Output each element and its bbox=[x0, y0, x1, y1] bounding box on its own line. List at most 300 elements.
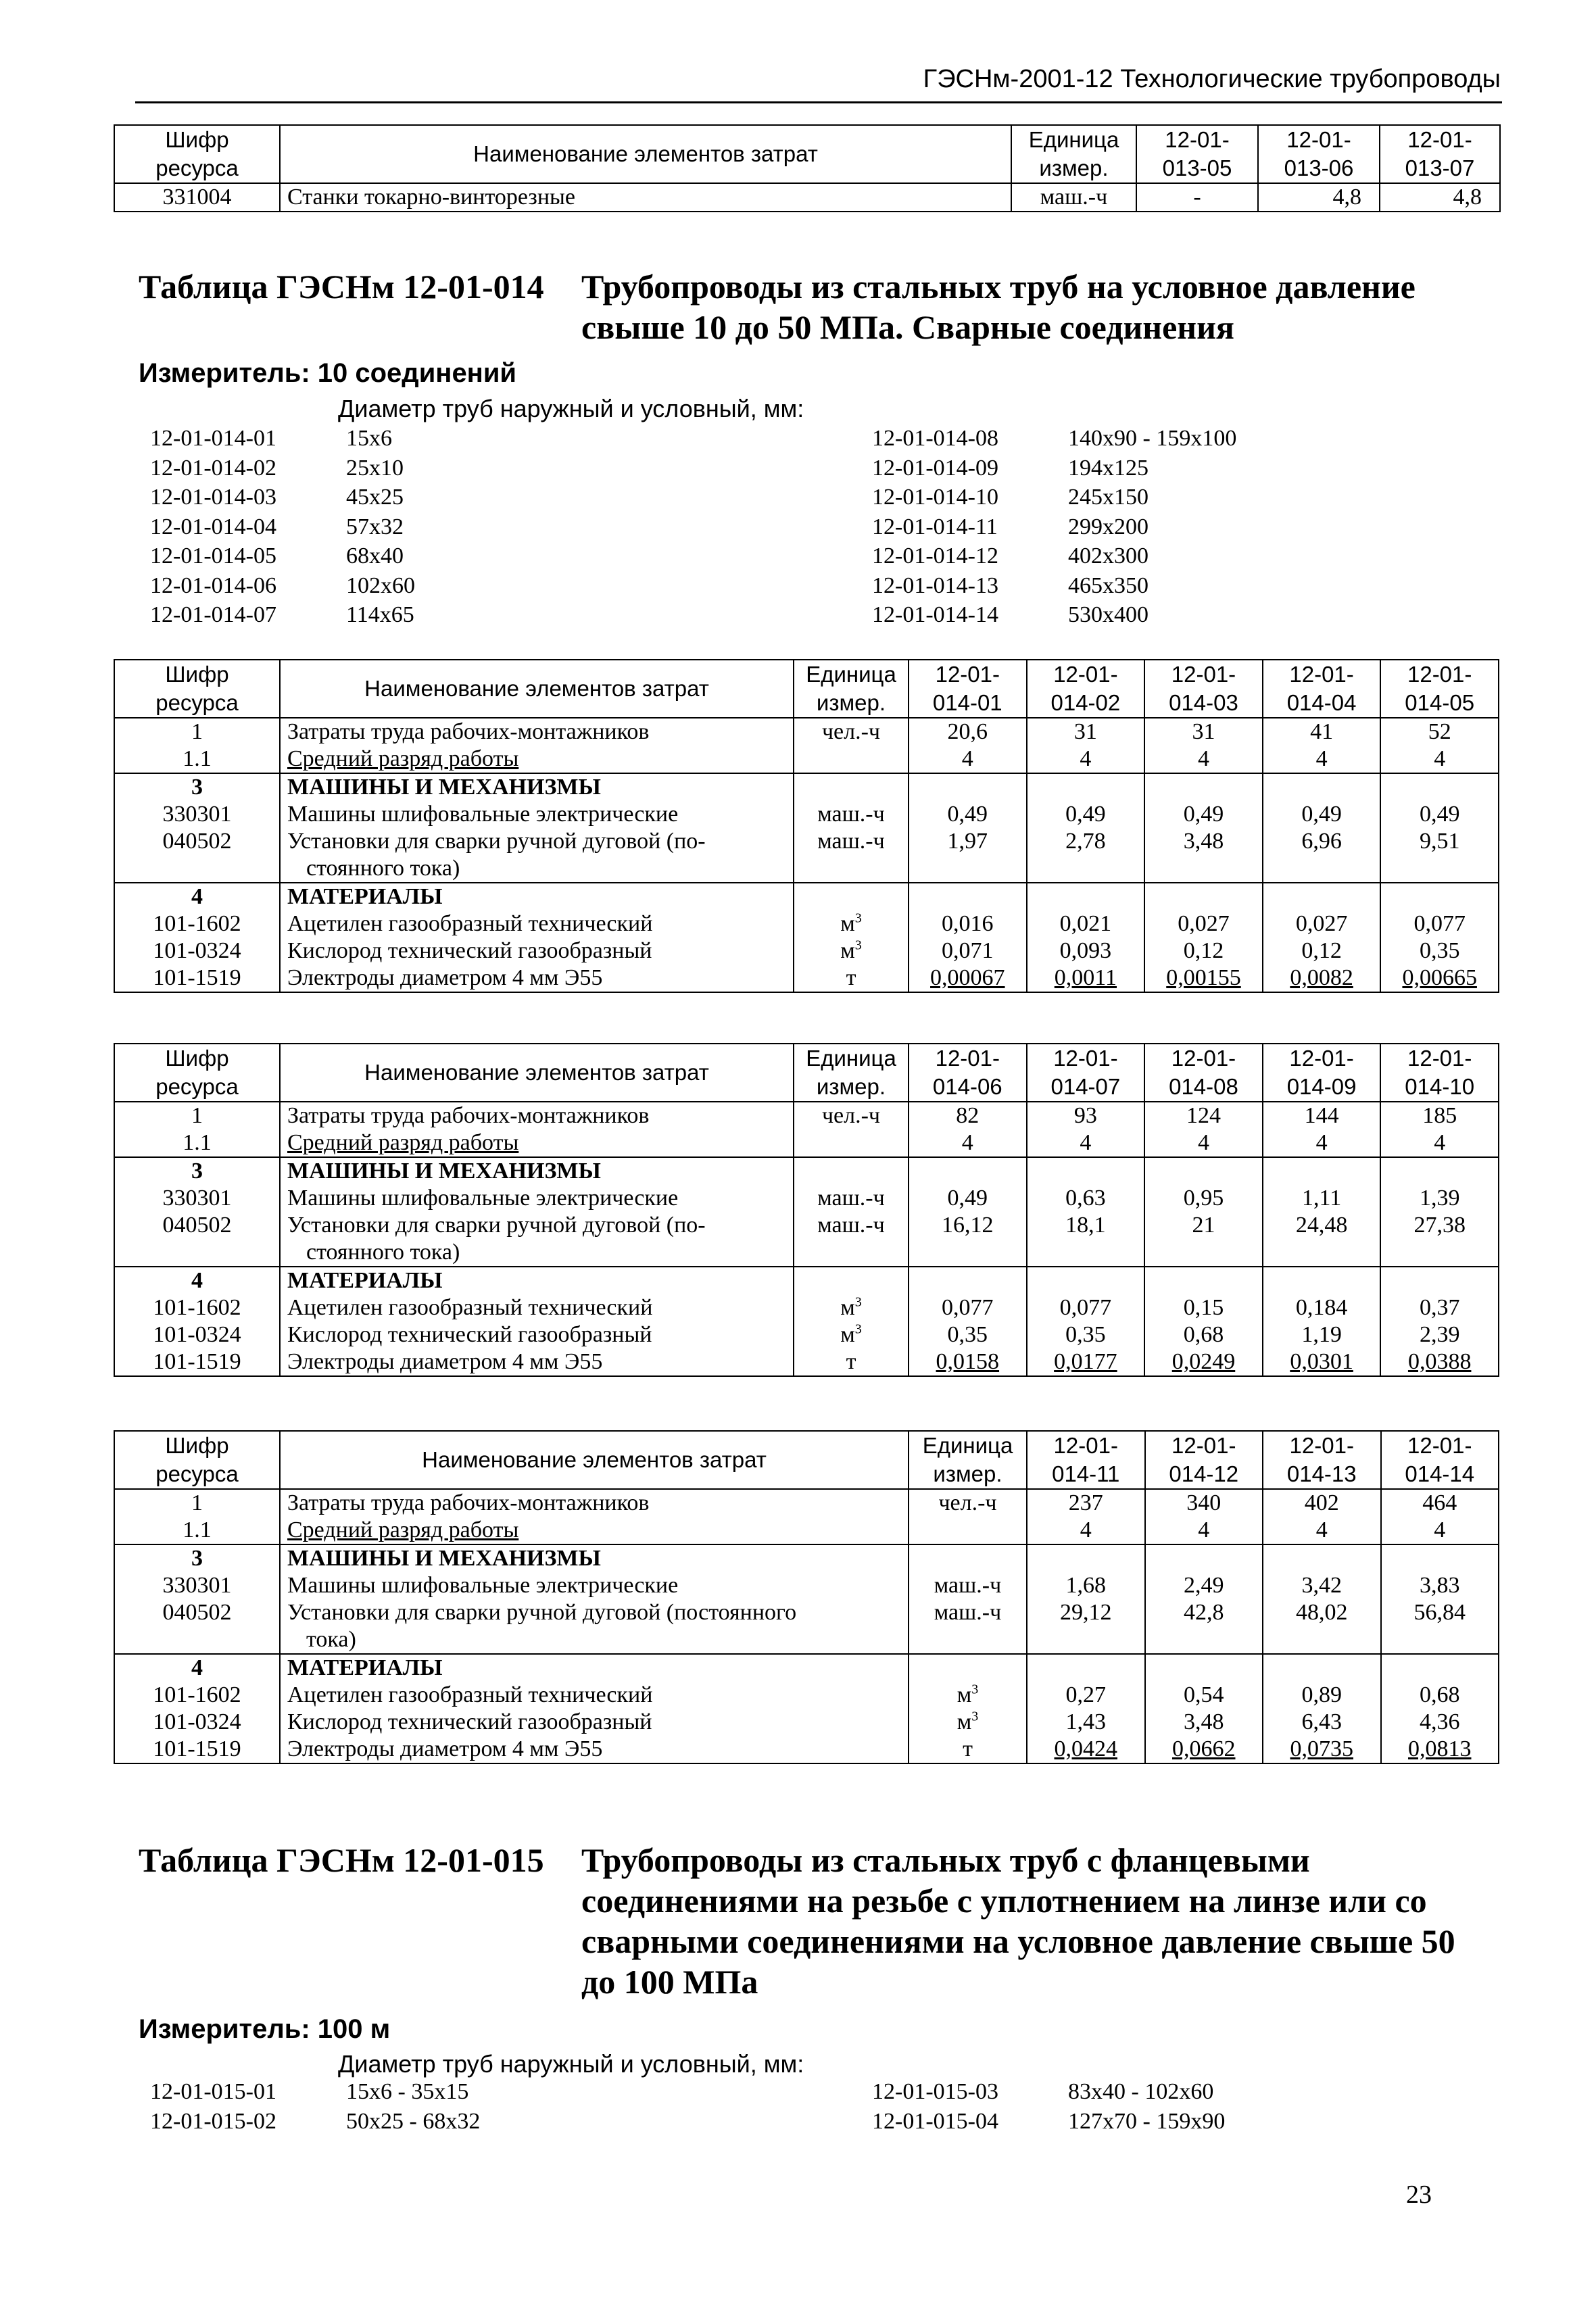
row-code: 330301 bbox=[114, 1185, 280, 1212]
row-value: 402 bbox=[1263, 1489, 1381, 1517]
row-value: 1,39 bbox=[1380, 1185, 1499, 1212]
row-value: 0,027 bbox=[1263, 910, 1381, 937]
row-value: 21 bbox=[1144, 1212, 1263, 1267]
row-code: 101-1602 bbox=[114, 910, 280, 937]
row-name: МАШИНЫ И МЕХАНИЗМЫ bbox=[280, 1157, 794, 1185]
list-item bbox=[150, 571, 415, 601]
row-value: 48,02 bbox=[1263, 1599, 1381, 1654]
item-code: 12-01-014-05 bbox=[150, 543, 276, 568]
row-name: Электроды диаметром 4 мм Э55 bbox=[280, 1348, 794, 1376]
header-col bbox=[1027, 660, 1145, 718]
unit-m: м bbox=[840, 938, 855, 963]
header-col-line: 014-06 bbox=[932, 1074, 1002, 1099]
row-value: 82 bbox=[909, 1102, 1027, 1129]
table-row bbox=[114, 1102, 1499, 1129]
header-unit: Единица измер. bbox=[1011, 125, 1136, 183]
table-row bbox=[114, 965, 1499, 992]
empty-cell bbox=[1027, 1157, 1145, 1185]
header-col bbox=[1263, 1431, 1381, 1489]
table-row bbox=[114, 1129, 1499, 1157]
row-value: 4 bbox=[1027, 746, 1145, 773]
row-name-line: тока) bbox=[306, 1627, 356, 1652]
header-col-line: 12-01- bbox=[1289, 662, 1354, 687]
item-code: 12-01-015-01 bbox=[150, 2079, 276, 2104]
table-row bbox=[114, 883, 1499, 910]
row-name: Машины шлифовальные электрические bbox=[280, 1572, 909, 1599]
header-col-line: 014-09 bbox=[1286, 1074, 1357, 1099]
row-unit bbox=[794, 1321, 909, 1348]
row-value: 4 bbox=[1145, 1517, 1263, 1544]
unit-m: м bbox=[840, 911, 855, 936]
table-row bbox=[114, 1736, 1499, 1763]
header-col-line: 014-05 bbox=[1405, 690, 1475, 715]
row-value: 185 bbox=[1380, 1102, 1499, 1129]
header-col-line: 12-01- bbox=[1407, 662, 1472, 687]
header-col bbox=[1145, 1431, 1263, 1489]
list-item bbox=[150, 2107, 480, 2137]
row-value: 0,0301 bbox=[1263, 1348, 1381, 1376]
header-col: 12-01-013-06 bbox=[1258, 125, 1380, 183]
row-value: 0,35 bbox=[909, 1321, 1027, 1348]
row-code: 101-1519 bbox=[114, 1348, 280, 1376]
item-code: 12-01-015-03 bbox=[872, 2079, 998, 2104]
row-value: 93 bbox=[1027, 1102, 1145, 1129]
table-014-left-list bbox=[150, 424, 415, 630]
list-item bbox=[872, 512, 1236, 542]
row-value: 4,36 bbox=[1381, 1709, 1499, 1736]
table-row bbox=[114, 1654, 1499, 1682]
item-size: 245х150 bbox=[1068, 485, 1148, 510]
row-code: 101-0324 bbox=[114, 1709, 280, 1736]
row-name: Машины шлифовальные электрические bbox=[280, 1185, 794, 1212]
row-value: 340 bbox=[1145, 1489, 1263, 1517]
row-code: 4 bbox=[114, 1267, 280, 1294]
item-code: 12-01-015-02 bbox=[150, 2108, 276, 2134]
row-code: 101-0324 bbox=[114, 1321, 280, 1348]
table-015-title-line-2: соединениями на резьбе с уплотнением на линзе или со bbox=[581, 1882, 1427, 1920]
row-name-line: Установки для сварки ручной дуговой (по- bbox=[287, 1213, 706, 1238]
item-size: 114х65 bbox=[346, 602, 414, 627]
row-code: 101-1602 bbox=[114, 1294, 280, 1321]
item-code: 12-01-014-10 bbox=[872, 485, 998, 510]
empty-cell bbox=[909, 883, 1027, 910]
header-col-line: 014-10 bbox=[1405, 1074, 1475, 1099]
unit-superscript: 3 bbox=[854, 1294, 862, 1310]
row-unit: маш.-ч bbox=[794, 1185, 909, 1212]
row-value: 1,68 bbox=[1027, 1572, 1145, 1599]
table-row bbox=[114, 1294, 1499, 1321]
item-code: 12-01-014-07 bbox=[150, 602, 276, 627]
row-value: 0,0388 bbox=[1380, 1348, 1499, 1376]
item-code: 12-01-014-06 bbox=[150, 572, 276, 598]
row-code: 1 bbox=[114, 1102, 280, 1129]
row-value: 0,89 bbox=[1263, 1682, 1381, 1709]
table-row bbox=[114, 746, 1499, 773]
row-value: 1,19 bbox=[1263, 1321, 1381, 1348]
row-unit: т bbox=[909, 1736, 1027, 1763]
item-size: 25х10 bbox=[346, 455, 404, 481]
header-col bbox=[909, 1044, 1027, 1102]
table-row bbox=[114, 1185, 1499, 1212]
header-col-line: 014-13 bbox=[1286, 1461, 1357, 1486]
row-unit: маш.-ч bbox=[794, 828, 909, 883]
row-unit bbox=[909, 1709, 1027, 1736]
header-col bbox=[1263, 1044, 1381, 1102]
header-name: Наименование элементов затрат bbox=[280, 1431, 909, 1489]
header-name: Наименование элементов затрат bbox=[280, 660, 794, 718]
item-code: 12-01-014-01 bbox=[150, 426, 276, 451]
row-name: Средний разряд работы bbox=[280, 746, 794, 773]
row-value: 0,0735 bbox=[1263, 1736, 1381, 1763]
cost-table-014-01-05 bbox=[114, 659, 1499, 993]
empty-cell bbox=[1263, 1654, 1381, 1682]
row-code: 3 bbox=[114, 773, 280, 801]
header-col bbox=[1144, 1044, 1263, 1102]
list-item bbox=[150, 454, 415, 483]
item-size: 530х400 bbox=[1068, 602, 1148, 627]
row-value: 0,00665 bbox=[1380, 965, 1499, 992]
row-value: 0,54 bbox=[1145, 1682, 1263, 1709]
header-unit: Единица измер. bbox=[909, 1431, 1027, 1489]
row-value: 0,0813 bbox=[1381, 1736, 1499, 1763]
row-value: 0,12 bbox=[1263, 937, 1381, 965]
row-value: 0,0011 bbox=[1027, 965, 1145, 992]
row-value: 1,11 bbox=[1263, 1185, 1381, 1212]
table-row bbox=[114, 718, 1499, 746]
row-unit: маш.-ч bbox=[909, 1599, 1027, 1654]
row-value: 0,49 bbox=[909, 801, 1027, 828]
row-name: Электроды диаметром 4 мм Э55 bbox=[280, 1736, 909, 1763]
unit-m: м bbox=[957, 1682, 972, 1707]
empty-cell bbox=[794, 1129, 909, 1157]
empty-cell bbox=[909, 1517, 1027, 1544]
row-name: Ацетилен газообразный технический bbox=[280, 910, 794, 937]
row-name: Станки токарно-винторезные bbox=[280, 183, 1011, 212]
row-name: Затраты труда рабочих-монтажников bbox=[280, 718, 794, 746]
row-name: МАШИНЫ И МЕХАНИЗМЫ bbox=[280, 1544, 909, 1572]
header-code: Шифр ресурса bbox=[114, 660, 280, 718]
header-col-line: 014-08 bbox=[1169, 1074, 1238, 1099]
header-col-line: 014-11 bbox=[1052, 1461, 1120, 1486]
row-value: 0,49 bbox=[1263, 801, 1381, 828]
empty-cell bbox=[1380, 773, 1499, 801]
table-row bbox=[114, 1599, 1499, 1654]
item-size: 15х6 - 35х15 bbox=[346, 2079, 469, 2104]
empty-cell bbox=[1263, 1267, 1381, 1294]
row-value: 144 bbox=[1263, 1102, 1381, 1129]
table-row bbox=[114, 1709, 1499, 1736]
row-value: 4 bbox=[1027, 1129, 1145, 1157]
empty-cell bbox=[1144, 1157, 1263, 1185]
row-name: МАТЕРИАЛЫ bbox=[280, 1267, 794, 1294]
running-head: ГЭСНм-2001-12 Технологические трубопроводы bbox=[923, 65, 1501, 93]
item-code: 12-01-014-04 bbox=[150, 514, 276, 539]
row-value: 464 bbox=[1381, 1489, 1499, 1517]
empty-cell bbox=[909, 1544, 1027, 1572]
row-value: 16,12 bbox=[909, 1212, 1027, 1267]
row-value: 31 bbox=[1027, 718, 1145, 746]
empty-cell bbox=[1263, 773, 1381, 801]
row-code: 101-1519 bbox=[114, 965, 280, 992]
empty-cell bbox=[794, 1267, 909, 1294]
row-code: 331004 bbox=[114, 183, 280, 212]
list-item bbox=[150, 424, 415, 454]
row-unit: чел.-ч bbox=[794, 1102, 909, 1129]
cost-table-014-11-14 bbox=[114, 1430, 1499, 1764]
row-value: 27,38 bbox=[1380, 1212, 1499, 1267]
row-value: 0,35 bbox=[1027, 1321, 1145, 1348]
row-value: 0,12 bbox=[1144, 937, 1263, 965]
empty-cell bbox=[1144, 773, 1263, 801]
unit-superscript: 3 bbox=[971, 1682, 979, 1697]
row-value: 4 bbox=[1263, 1517, 1381, 1544]
item-code: 12-01-014-12 bbox=[872, 543, 998, 568]
row-value: 0,49 bbox=[1144, 801, 1263, 828]
unit-m: м bbox=[840, 1322, 855, 1347]
row-value: 0,49 bbox=[1380, 801, 1499, 828]
row-value: 4 bbox=[909, 1129, 1027, 1157]
row-code: 040502 bbox=[114, 1212, 280, 1267]
row-value: 4,8 bbox=[1258, 183, 1380, 212]
item-code: 12-01-014-14 bbox=[872, 602, 998, 627]
table-row bbox=[114, 1544, 1499, 1572]
row-code: 330301 bbox=[114, 1572, 280, 1599]
row-value: 3,42 bbox=[1263, 1572, 1381, 1599]
row-unit bbox=[794, 937, 909, 965]
table-015-title-line-4: до 100 МПа bbox=[581, 1963, 758, 2001]
list-item bbox=[150, 541, 415, 571]
list-item bbox=[150, 483, 415, 512]
item-code: 12-01-014-09 bbox=[872, 455, 998, 481]
row-value: 0,077 bbox=[1027, 1294, 1145, 1321]
list-item bbox=[872, 600, 1236, 630]
header-col-line: 12-01- bbox=[1171, 1046, 1236, 1071]
header-col bbox=[1027, 1431, 1145, 1489]
empty-cell bbox=[1263, 1544, 1381, 1572]
row-name: Затраты труда рабочих-монтажников bbox=[280, 1102, 794, 1129]
row-name: Кислород технический газообразный bbox=[280, 937, 794, 965]
row-name: Ацетилен газообразный технический bbox=[280, 1294, 794, 1321]
row-code: 040502 bbox=[114, 828, 280, 883]
empty-cell bbox=[1381, 1654, 1499, 1682]
row-value: 41 bbox=[1263, 718, 1381, 746]
row-unit: чел.-ч bbox=[794, 718, 909, 746]
item-size: 102х60 bbox=[346, 572, 415, 598]
table-015-right-list bbox=[872, 2077, 1225, 2136]
header-col-line: 12-01- bbox=[935, 1046, 1000, 1071]
item-size: 465х350 bbox=[1068, 572, 1148, 598]
header-col bbox=[1027, 1044, 1145, 1102]
row-value: 0,093 bbox=[1027, 937, 1145, 965]
row-value: 0,0158 bbox=[909, 1348, 1027, 1376]
empty-cell bbox=[794, 746, 909, 773]
row-value: 9,51 bbox=[1380, 828, 1499, 883]
row-value: 0,0177 bbox=[1027, 1348, 1145, 1376]
item-code: 12-01-014-11 bbox=[872, 514, 998, 539]
empty-cell bbox=[1027, 1267, 1145, 1294]
item-size: 140х90 - 159х100 bbox=[1068, 426, 1237, 451]
header-col bbox=[1263, 660, 1381, 718]
empty-cell bbox=[1380, 1267, 1499, 1294]
top-cost-table bbox=[114, 124, 1501, 212]
row-value: 0,27 bbox=[1027, 1682, 1145, 1709]
table-row bbox=[114, 910, 1499, 937]
row-value: 0,35 bbox=[1380, 937, 1499, 965]
table-015-label: Таблица ГЭСНм 12-01-015 bbox=[139, 1841, 544, 1879]
table-015-title-line-3: сварными соединениями на условное давление свыше 50 bbox=[581, 1922, 1455, 1960]
header-col-line: 12-01- bbox=[1407, 1046, 1472, 1071]
header-col-line: 12-01- bbox=[1171, 662, 1236, 687]
page-number: 23 bbox=[1406, 2180, 1432, 2209]
row-code: 4 bbox=[114, 883, 280, 910]
header-col-line: 12-01- bbox=[1289, 1046, 1354, 1071]
row-value: 29,12 bbox=[1027, 1599, 1145, 1654]
table-row bbox=[114, 1348, 1499, 1376]
row-code: 101-1602 bbox=[114, 1682, 280, 1709]
row-name-line: Установки для сварки ручной дуговой (по- bbox=[287, 829, 706, 854]
list-item bbox=[872, 541, 1236, 571]
item-size: 45х25 bbox=[346, 485, 404, 510]
header-col bbox=[909, 660, 1027, 718]
row-value: 2,49 bbox=[1145, 1572, 1263, 1599]
row-value: 0,0082 bbox=[1263, 965, 1381, 992]
row-value: 0,15 bbox=[1144, 1294, 1263, 1321]
header-col: 12-01-013-07 bbox=[1380, 125, 1500, 183]
row-value: 0,68 bbox=[1381, 1682, 1499, 1709]
row-value: 0,00155 bbox=[1144, 965, 1263, 992]
header-name: Наименование элементов затрат bbox=[280, 125, 1011, 183]
row-value: 4 bbox=[1263, 1129, 1381, 1157]
item-size: 68х40 bbox=[346, 543, 404, 568]
header-col-line: 014-07 bbox=[1050, 1074, 1121, 1099]
row-value: 4 bbox=[1027, 1517, 1145, 1544]
empty-cell bbox=[1145, 1654, 1263, 1682]
unit-superscript: 3 bbox=[971, 1709, 979, 1724]
row-value: 4 bbox=[909, 746, 1027, 773]
row-name: МАТЕРИАЛЫ bbox=[280, 883, 794, 910]
header-col-line: 12-01- bbox=[1289, 1433, 1354, 1458]
empty-cell bbox=[1145, 1544, 1263, 1572]
item-size: 299х200 bbox=[1068, 514, 1148, 539]
table-row bbox=[114, 1157, 1499, 1185]
header-col bbox=[1144, 660, 1263, 718]
row-code: 4 bbox=[114, 1654, 280, 1682]
header-name: Наименование элементов затрат bbox=[280, 1044, 794, 1102]
row-unit: т bbox=[794, 965, 909, 992]
row-name-line: стоянного тока) bbox=[306, 856, 460, 881]
empty-cell bbox=[1263, 1157, 1381, 1185]
row-value: 0,0662 bbox=[1145, 1736, 1263, 1763]
row-unit: маш.-ч bbox=[794, 801, 909, 828]
row-name-line: Установки для сварки ручной дуговой (постоянного bbox=[287, 1600, 797, 1625]
empty-cell bbox=[1263, 883, 1381, 910]
row-name: Средний разряд работы bbox=[280, 1517, 909, 1544]
header-col-line: 12-01- bbox=[935, 662, 1000, 687]
table-row bbox=[114, 937, 1499, 965]
row-unit bbox=[909, 1682, 1027, 1709]
row-name: Электроды диаметром 4 мм Э55 bbox=[280, 965, 794, 992]
header-col-line: 014-02 bbox=[1050, 690, 1121, 715]
item-code: 12-01-014-08 bbox=[872, 426, 998, 451]
row-name bbox=[280, 1212, 794, 1267]
row-code: 1 bbox=[114, 1489, 280, 1517]
row-value: 0,49 bbox=[909, 1185, 1027, 1212]
row-value: 42,8 bbox=[1145, 1599, 1263, 1654]
row-code: 330301 bbox=[114, 801, 280, 828]
table-row bbox=[114, 1682, 1499, 1709]
row-value: 4 bbox=[1144, 746, 1263, 773]
row-unit bbox=[794, 1294, 909, 1321]
row-name bbox=[280, 1599, 909, 1654]
unit-superscript: 3 bbox=[854, 1321, 862, 1337]
row-code: 1 bbox=[114, 718, 280, 746]
list-item bbox=[150, 2077, 480, 2107]
row-name: Ацетилен газообразный технический bbox=[280, 1682, 909, 1709]
cost-table-014-06-10 bbox=[114, 1043, 1499, 1377]
header-code: Шифр ресурса bbox=[114, 1431, 280, 1489]
row-code: 3 bbox=[114, 1157, 280, 1185]
table-014-right-list bbox=[872, 424, 1236, 630]
header-col-line: 12-01- bbox=[1171, 1433, 1236, 1458]
empty-cell bbox=[909, 1157, 1027, 1185]
row-name-line: стоянного тока) bbox=[306, 1240, 460, 1265]
header-col-line: 12-01- bbox=[1053, 662, 1118, 687]
table-015-meter: Измеритель: 100 м bbox=[139, 2014, 391, 2044]
row-value: 4 bbox=[1144, 1129, 1263, 1157]
table-row bbox=[114, 183, 1500, 212]
header-col-line: 014-01 bbox=[932, 690, 1002, 715]
empty-cell bbox=[1381, 1544, 1499, 1572]
list-item bbox=[150, 600, 415, 630]
header-code: Шифр ресурса bbox=[114, 1044, 280, 1102]
row-code: 1.1 bbox=[114, 1517, 280, 1544]
table-row bbox=[114, 828, 1499, 883]
table-014-title-line-1: Трубопроводы из стальных труб на условное давление bbox=[581, 268, 1416, 306]
empty-cell bbox=[1027, 1544, 1145, 1572]
row-name: Кислород технический газообразный bbox=[280, 1321, 794, 1348]
row-value: 0,077 bbox=[909, 1294, 1027, 1321]
list-item bbox=[150, 512, 415, 542]
unit-m: м bbox=[957, 1709, 972, 1734]
header-unit: Единица измер. bbox=[794, 660, 909, 718]
item-code: 12-01-014-02 bbox=[150, 455, 276, 481]
row-value: 56,84 bbox=[1381, 1599, 1499, 1654]
unit-superscript: 3 bbox=[854, 937, 862, 953]
row-value: 0,63 bbox=[1027, 1185, 1145, 1212]
row-unit: чел.-ч bbox=[909, 1489, 1027, 1517]
header-col bbox=[1380, 1044, 1499, 1102]
list-item bbox=[872, 2107, 1225, 2137]
item-size: 15х6 bbox=[346, 426, 392, 451]
empty-cell bbox=[1380, 1157, 1499, 1185]
row-value: 4 bbox=[1381, 1517, 1499, 1544]
empty-cell bbox=[1380, 883, 1499, 910]
row-value: 0,027 bbox=[1144, 910, 1263, 937]
item-size: 402х300 bbox=[1068, 543, 1148, 568]
row-unit: маш.-ч bbox=[1011, 183, 1136, 212]
header-col: 12-01-013-05 bbox=[1136, 125, 1258, 183]
row-value: 1,43 bbox=[1027, 1709, 1145, 1736]
row-value: 20,6 bbox=[909, 718, 1027, 746]
header-col bbox=[1380, 660, 1499, 718]
empty-cell bbox=[1027, 883, 1145, 910]
row-value: 124 bbox=[1144, 1102, 1263, 1129]
row-code: 1.1 bbox=[114, 746, 280, 773]
header-col-line: 014-03 bbox=[1169, 690, 1238, 715]
header-col-line: 014-12 bbox=[1169, 1461, 1239, 1486]
empty-cell bbox=[909, 1267, 1027, 1294]
item-size: 127х70 - 159х90 bbox=[1068, 2108, 1226, 2134]
